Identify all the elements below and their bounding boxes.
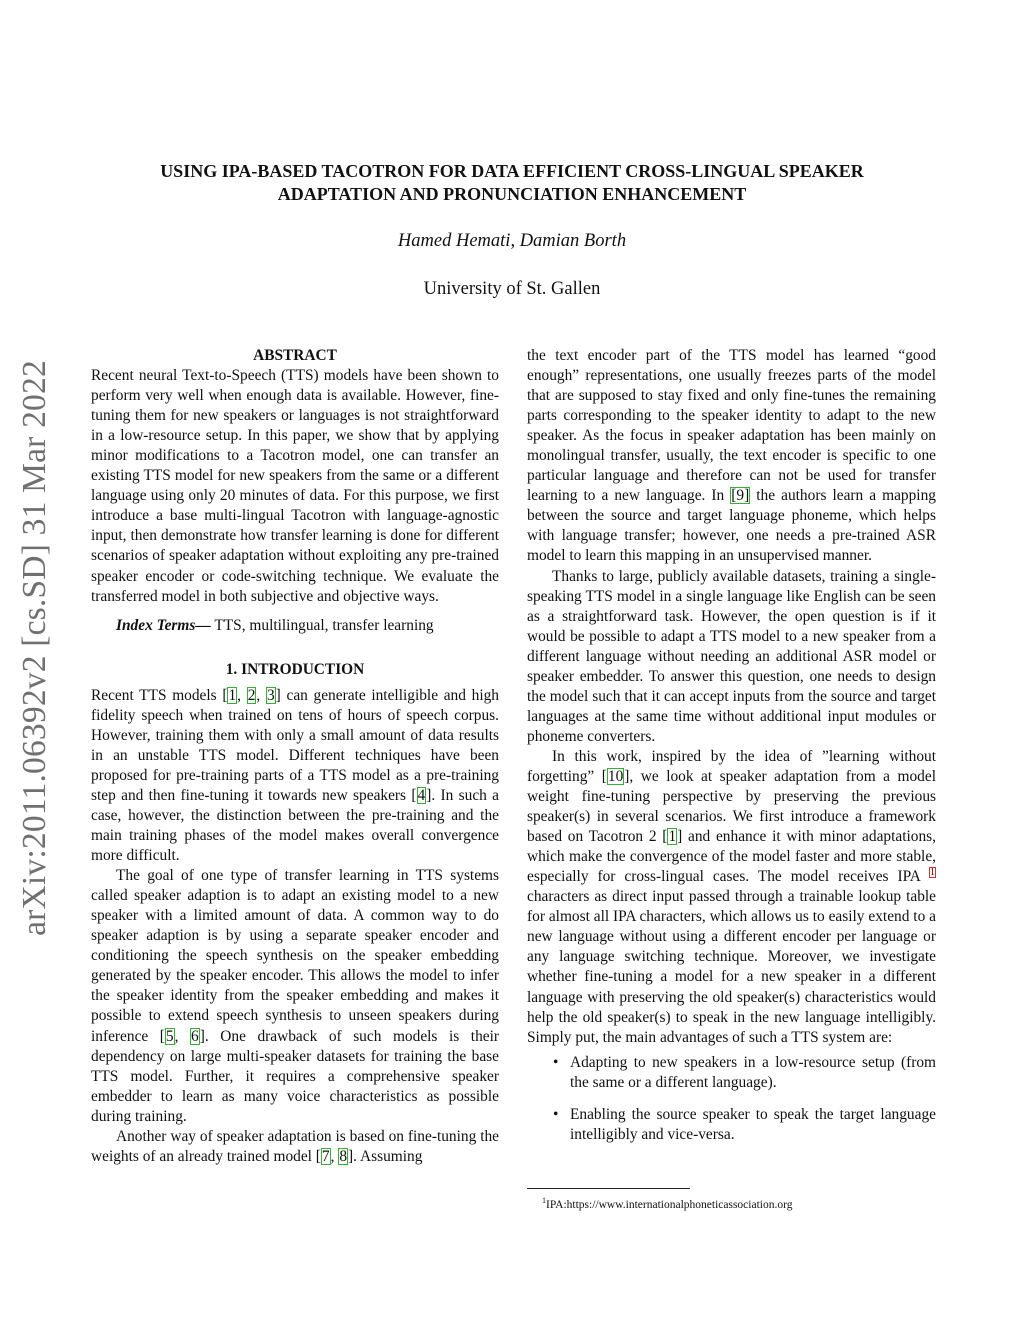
citation-link[interactable]: 2: [247, 686, 256, 704]
intro-paragraph-1: [91, 686, 499, 866]
citation-link[interactable]: 10: [607, 767, 624, 785]
right-paragraph-1: [527, 346, 936, 567]
right-p3-text-b: ], we look at speaker adaptation from a model weight fine-tuning perspective by preserving the previous speaker(s) in several scenarios. We first introduce a framework based on Tacotron 2 [: [527, 767, 936, 846]
right-p1-text-a: the text encoder part of the TTS model has learned “good enough” representations, one usually freezes parts of the model that are supposed to stay fixed and only fine-tunes the remaining parts corresponding to the speaker identity to adapt to the new speaker. As the focus in speaker adaptation has been mainly on monolingual transfer, usually, the text encoder is specific to one particular language and therefore can not be used for transfer learning to a new language. In: [527, 347, 936, 505]
intro-paragraph-2: [91, 866, 499, 1127]
intro-p2-text-a: The goal of one type of transfer learning in TTS systems called speaker adaption is to adapt an existing model to a new speaker with a limited amount of data. A common way to do speaker adaption is by using a separate speaker encoder and conditioning the speech synthesis on the speaker embedding generated by the speaker encoder. This allows the model to infer the speaker identity from the speaker embedding and makes it possible to extend speech synthesis to unseen speakers during inference [: [91, 867, 499, 1045]
citation-link[interactable]: 8: [339, 1147, 348, 1165]
arxiv-identifier: arXiv:2011.06392v2 [cs.SD] 31 Mar 2022: [16, 360, 54, 936]
authors: Hamed Hemati, Damian Borth: [397, 231, 627, 251]
left-column: [91, 346, 499, 1167]
citation-link[interactable]: 1: [228, 686, 237, 704]
citation-link[interactable]: 3: [266, 686, 275, 704]
abstract-text: Recent neural Text-to-Speech (TTS) models have been shown to perform very well when enough data is available. However, fine-tuning them for new speakers or languages is not straightforward in a low-resource setup. In this paper, we show that by applying minor modifications to a Tacotron model, one can transfer an existing TTS model for new speakers from the same or a different language using only 20 minutes of data. For this purpose, we first introduce a base multi-lingual Tacotron with language-agnostic input, then demonstrate how transfer learning is done for different scenarios of speaker adaptation without exploiting any pre-trained speaker encoder or code-switching technique. We evaluate the transferred model in both subjective and objective ways.: [91, 367, 499, 605]
right-paragraph-2: Thanks to large, publicly available datasets, training a single-speaking TTS model in a single language like English can be seen as a straightforward task. However, the open question is if it would be possible to adapt a TTS model to a new speaker from a different language without needing an additional ASR model or speaker embedder. To answer this question, one needs to design the model such that it can accept inputs from the source and target languages at the same time without additional input modules or phoneme converters.: [527, 567, 936, 745]
title-line-1: USING IPA-BASED TACOTRON FOR DATA EFFICIENT CROSS-LINGUAL SPEAKER: [160, 161, 864, 181]
advantages-list: [527, 1053, 936, 1145]
affiliation: University of St. Gallen: [423, 279, 601, 299]
citation-separator: ,: [256, 686, 266, 704]
footnote-text: IPA:https://www.internationalphoneticassociation.org: [546, 1198, 793, 1211]
intro-p1-text-a: Recent TTS models [: [91, 686, 228, 704]
arxiv-sidebar: [12, 352, 58, 944]
paper-title: [100, 160, 924, 206]
index-terms: [91, 616, 499, 636]
intro-p1-text-c: ]. In such a case, however, the distinction between the pre-training and the main training phases of the model makes overall convergence more difficult.: [91, 786, 499, 865]
footnote-mark: 1: [542, 1196, 546, 1205]
intro-p3-text-b: ]. Assuming: [348, 1147, 423, 1165]
citation-link[interactable]: 5: [165, 1027, 174, 1045]
intro-p1-text-b: ] can generate intelligible and high fidelity speech when trained on tens of hours of speech corpus. However, training them with only a small amount of data results in an unstable TTS model. Different techniques have been proposed for pre-training parts of a TTS model as a pre-training step and then fine-tuning it towards new speakers [: [91, 686, 499, 804]
intro-paragraph-3: [91, 1127, 499, 1167]
right-p3-text-c: ] and enhance it with minor adaptations, which make the convergence of the model faster and more stable, especially for cross-lingual cases. The model receives IPA: [527, 828, 936, 886]
right-column: [527, 346, 936, 1145]
list-item: • Adapting to new speakers in a low-resource setup (from the same or a different language).: [527, 1053, 936, 1093]
right-p3-text-a: In this work, inspired by the idea of ”learning without forgetting” [: [527, 747, 936, 785]
citation-link[interactable]: 1: [668, 828, 677, 846]
citation-link[interactable]: 7: [321, 1147, 330, 1165]
citation-link[interactable]: 6: [191, 1027, 199, 1045]
abstract-heading: ABSTRACT: [253, 347, 337, 364]
citation-separator: ,: [237, 686, 247, 704]
right-paragraph-3: [527, 747, 936, 1048]
intro-p2-text-b: ]. One drawback of such models is their dependency on large multi-speaker datasets for training the base TTS model. Further, it requires a comprehensive speaker embedder to learn as many voice characteristics as possible during training.: [91, 1027, 499, 1125]
citation-separator: ,: [330, 1147, 339, 1165]
footnote: [542, 1194, 792, 1212]
right-p3-text-d: characters as direct input passed through a trainable lookup table for almost all IPA characters, which allows us to easily extend to a new language without using a different encoder per language or any language switching technique. Moreover, we investigate whether fine-tuning a model for a new speaker in a different language with preserving the old speaker(s) characteristics would help the old speaker(s) to speak in the new language intelligibly. Simply put, the main advantages of such a TTS system are:: [527, 888, 936, 1046]
footnote-divider: [527, 1188, 690, 1189]
index-terms-text: TTS, multilingual, transfer learning: [214, 616, 434, 634]
footnote-link[interactable]: 1: [930, 867, 935, 879]
citation-link[interactable]: 4: [417, 786, 426, 804]
intro-p3-text-a: Another way of speaker adaptation is based on fine-tuning the weights of an already trained model [: [91, 1127, 499, 1165]
title-line-2: ADAPTATION AND PRONUNCIATION ENHANCEMENT: [277, 184, 747, 204]
intro-heading: 1. INTRODUCTION: [225, 660, 365, 678]
right-p1-text-b: the authors learn a mapping between the source and target language phoneme, which helps with language transfer; however, one needs a pre-trained ASR model to learn this mapping in an unsupervised manner.: [527, 487, 936, 565]
index-terms-label: Index Terms—: [116, 616, 211, 634]
citation-link[interactable]: [9]: [731, 487, 750, 505]
citation-separator: ,: [174, 1027, 191, 1045]
list-item: • Enabling the source speaker to speak the target language intelligibly and vice-versa.: [527, 1105, 936, 1145]
